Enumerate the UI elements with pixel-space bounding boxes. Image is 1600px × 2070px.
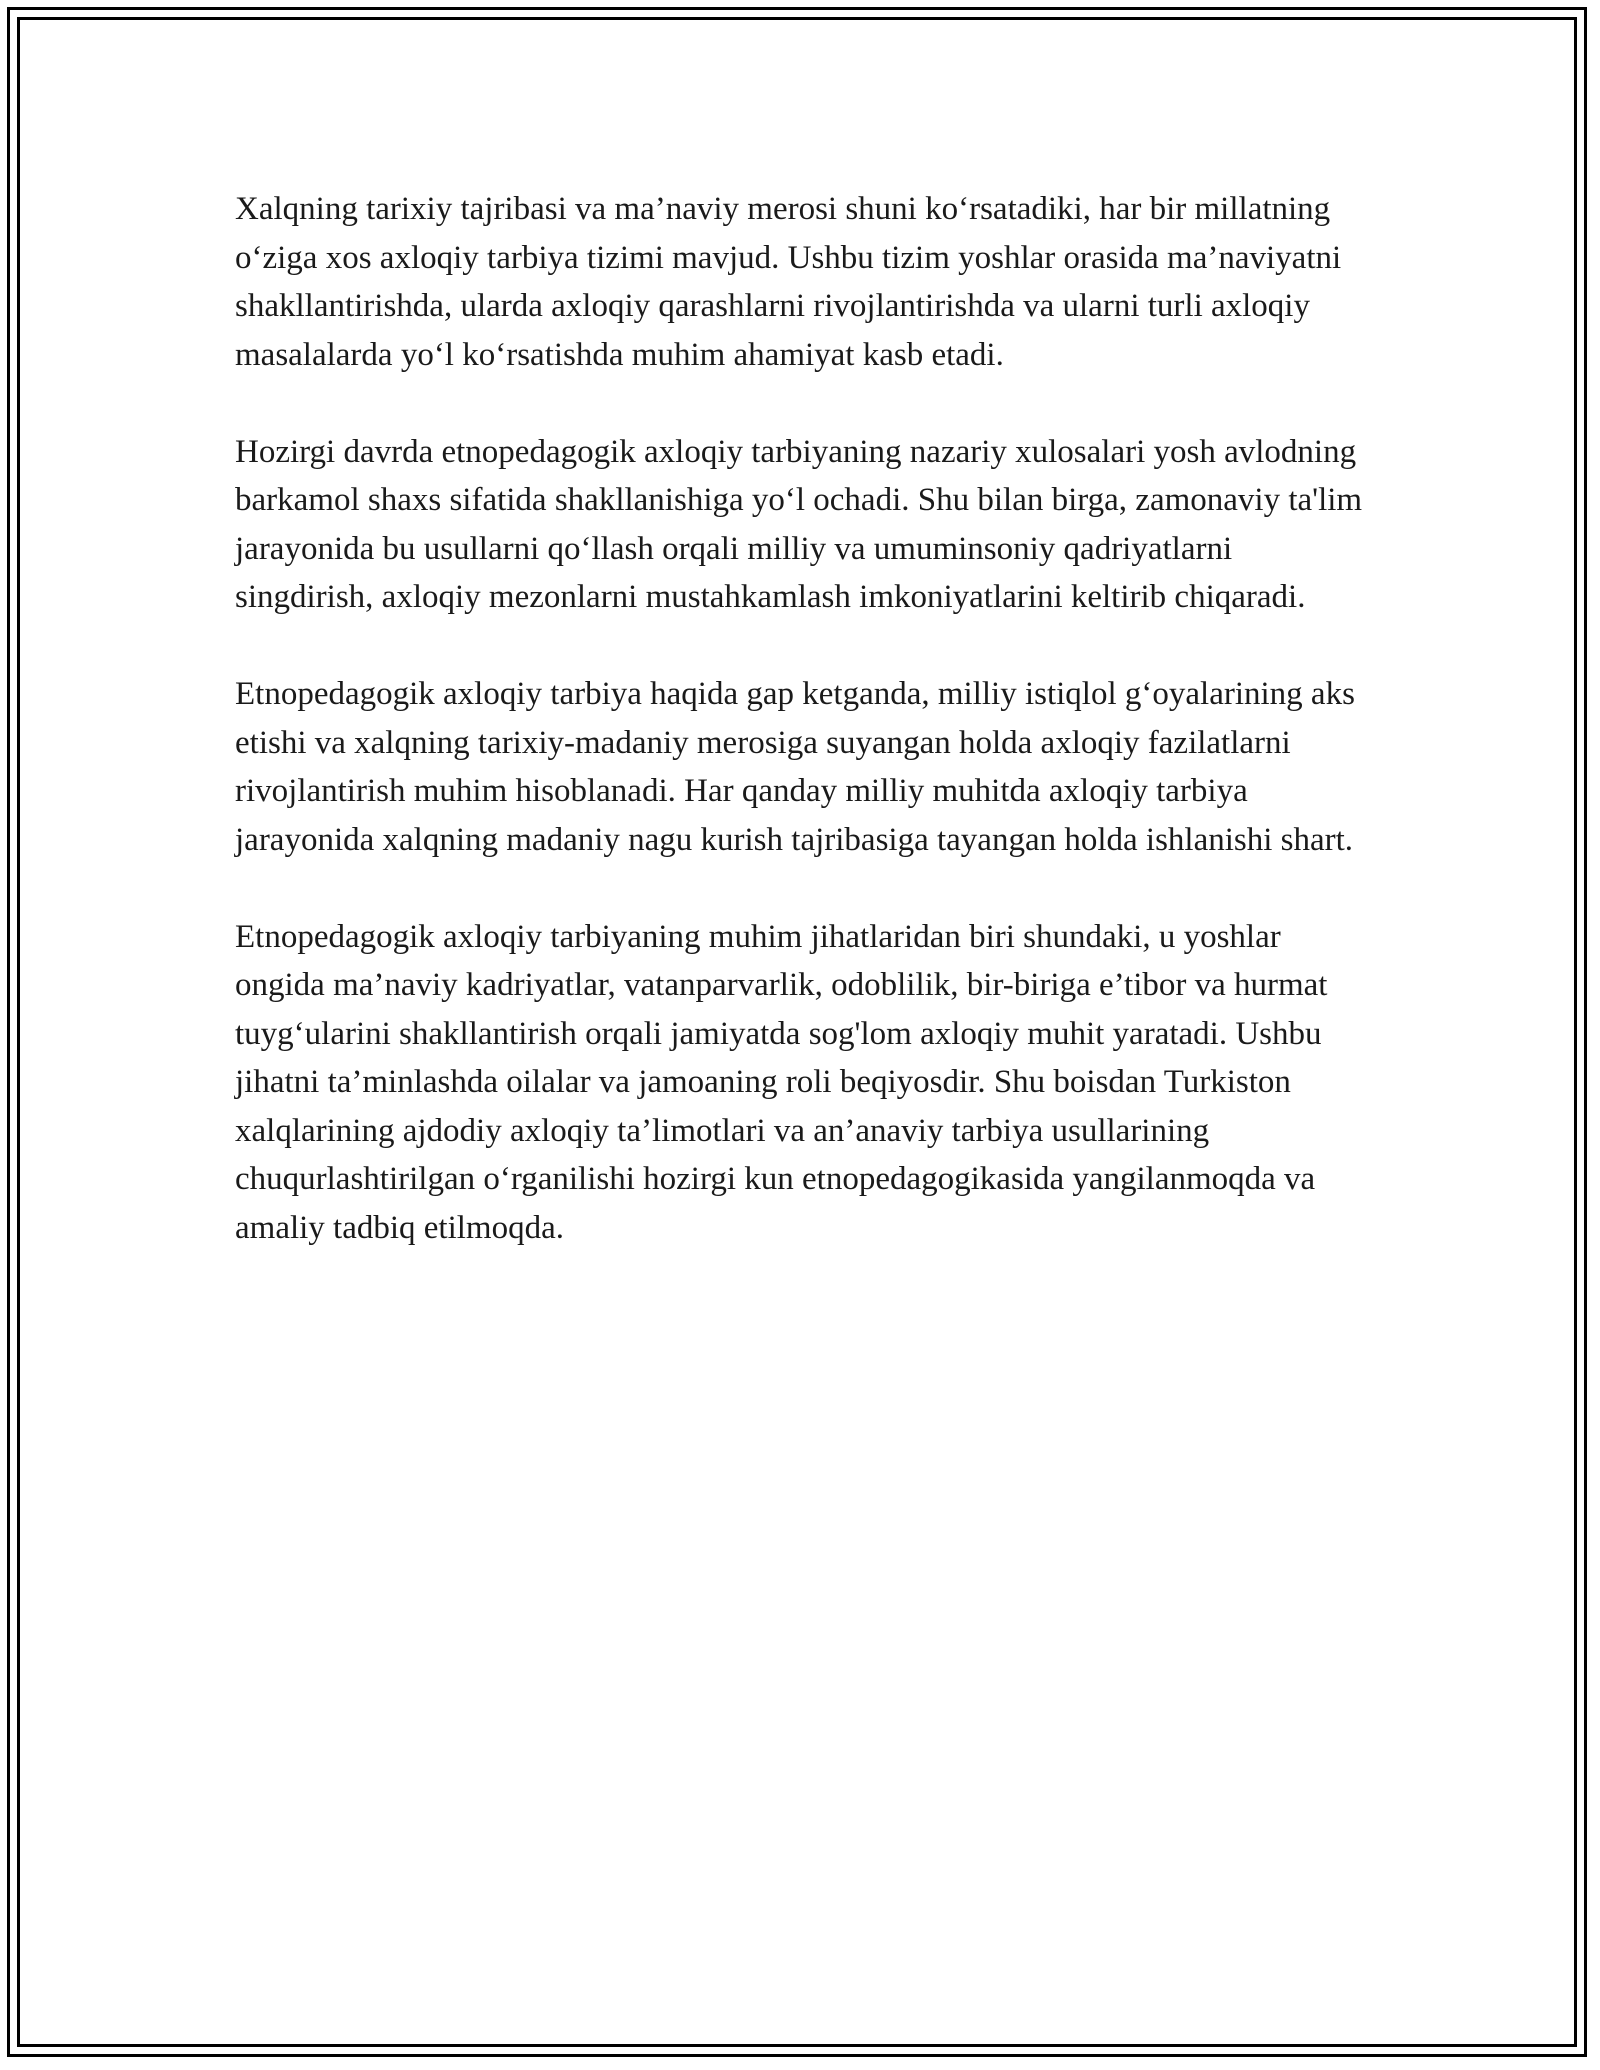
paragraph-3: Etnopedagogik axloqiy tarbiya haqida gap ketganda, milliy istiqlol g‘oyalarining aks etishi va xalqning tarixiy-madaniy merosiga suyangan holda axloqiy fazilatlarni rivojlantirish muhim hisoblanadi. Har qanday milliy muhitda axloqiy tarbiya jarayonida xalqning madaniy nagu kurish tajribasiga tayangan holda ishlanishi shart. [235,676,1355,858]
paragraph-4: Etnopedagogik axloqiy tarbiyaning muhim jihatlaridan biri shundaki, u yoshlar ongida ma’naviy kadriyatlar, vatanparvarlik, odoblilik, bir-biriga e’tibor va hurmat tuyg‘ularini shakllantirish orqali jamiyatda sog'lom axloqiy muhit yaratadi. Ushbu jihatni ta’minlashda oilalar va jamoaning roli beqiyosdir. Shu boisdan Turkiston xalqlarining ajdodiy axloqiy ta’limotlari va an’anaviy tarbiya usullarining chuqurlashtirilgan o‘rganilishi hozirgi kun etnopedagogikasida yangilanmoqda va amaliy tadbiq etilmoqda. [235,918,1328,1246]
document-body [235,185,1375,1301]
paragraph-2: Hozirgi davrda etnopedagogik axloqiy tarbiyaning nazariy xulosalari yosh avlodning barkamol shaxs sifatida shakllanishiga yo‘l ochadi. Shu bilan birga, zamonaviy ta'lim jarayonida bu usullarni qo‘llash orqali milliy va umuminsoniy qadriyatlarni singdirish, axloqiy mezonlarni mustahkamlash imkoniyatlarini keltirib chiqaradi. [235,433,1363,615]
paragraph-1: Xalqning tarixiy tajribasi va ma’naviy merosi shuni ko‘rsatadiki, har bir millatning o‘ziga xos axloqiy tarbiya tizimi mavjud. Ushbu tizim yoshlar orasida ma’naviyatni shakllantirishda, ularda axloqiy qarashlarni rivojlantirishda va ularni turli axloqiy masalalarda yo‘l ko‘rsatishda muhim ahamiyat kasb etadi. [235,191,1342,373]
